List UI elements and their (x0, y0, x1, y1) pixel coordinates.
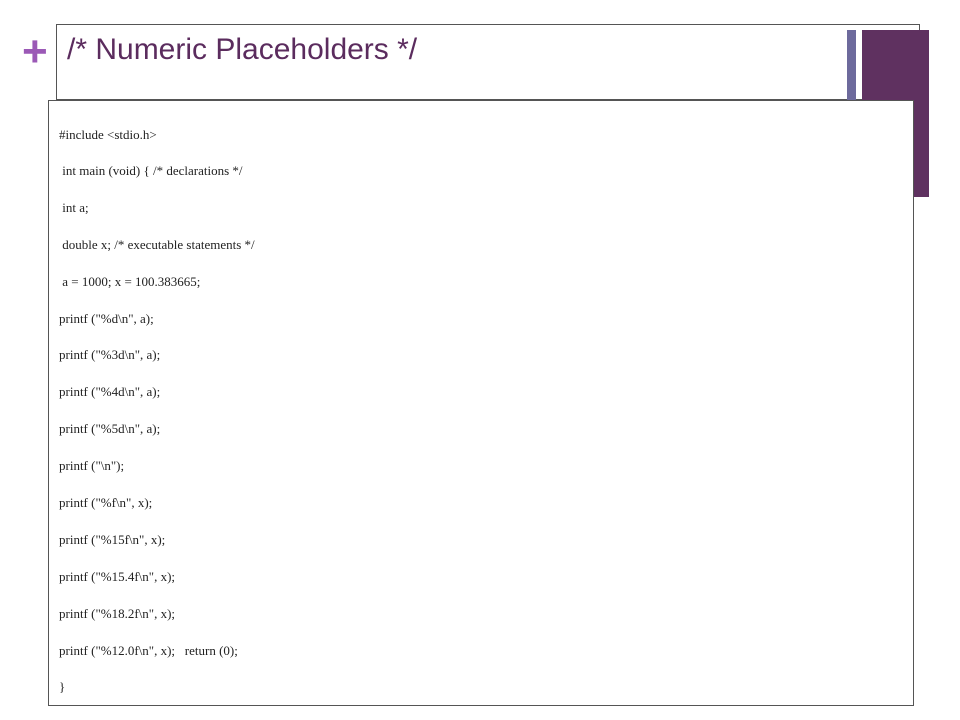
code-line-closing-brace: } (59, 679, 66, 694)
code-line-printf-3: printf ("%4d\n", a); (59, 384, 161, 399)
code-line-printf-10: printf ("%12.0f\n", x); return (0); (59, 643, 238, 658)
code-line-printf-8: printf ("%15.4f\n", x); (59, 569, 176, 584)
code-line-main: int main (void) { /* declarations */ (59, 163, 243, 178)
title-box (56, 24, 920, 100)
code-line-include: #include <stdio.h> (59, 127, 157, 142)
code-line-int-decl: int a; (59, 200, 89, 215)
slide-title: /* Numeric Placeholders */ (67, 33, 418, 66)
code-line-printf-2: printf ("%3d\n", a); (59, 347, 161, 362)
code-line-printf-1: printf ("%d\n", a); (59, 311, 154, 326)
code-line-printf-4: printf ("%5d\n", a); (59, 421, 161, 436)
code-line-printf-9: printf ("%18.2f\n", x); (59, 606, 176, 621)
code-line-printf-5: printf ("\n"); (59, 458, 125, 473)
code-line-double-decl: double x; /* executable statements */ (59, 237, 255, 252)
code-line-printf-6: printf ("%f\n", x); (59, 495, 153, 510)
code-line-printf-7: printf ("%15f\n", x); (59, 532, 166, 547)
code-content-box (48, 100, 914, 706)
code-line-assign: a = 1000; x = 100.383665; (59, 274, 201, 289)
plus-icon: + (22, 27, 48, 76)
